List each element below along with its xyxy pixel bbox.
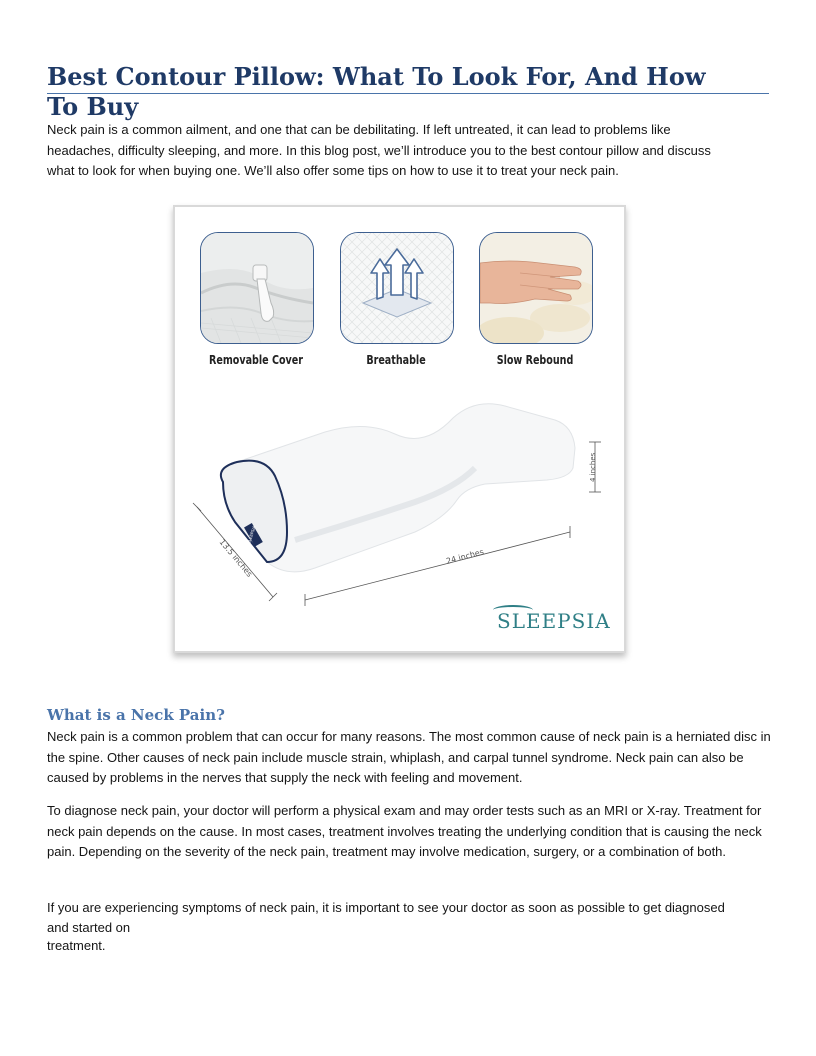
section-paragraph-3-line-3: treatment. bbox=[47, 938, 106, 953]
brand-logo bbox=[497, 609, 611, 633]
airflow-arrows-icon bbox=[341, 233, 453, 343]
feature-label-removable-cover: Removable Cover bbox=[208, 352, 304, 367]
zipper-icon bbox=[201, 233, 313, 343]
section-paragraph-3-line-1: If you are experiencing symptoms of neck pain, it is important to see your doctor as soon as possible to get diagnosed bbox=[47, 900, 725, 915]
slow-rebound-tile bbox=[479, 232, 593, 344]
section-paragraph-1: Neck pain is a common problem that can occur for many reasons. The most common cause of neck pain is a herniated disc in the spine. Other causes of neck pain include muscle strain, whiplash, and carpal tunnel syndrome. Neck pain can also be caused by problems in the nerves that supply the neck with feeling and movement. bbox=[47, 729, 771, 785]
hand-press-icon bbox=[480, 233, 592, 343]
feature-label-breathable: Breathable bbox=[366, 352, 426, 367]
section-paragraph-3-line-2: and started on bbox=[47, 920, 131, 935]
pillow-tag-label: SLEEPSIA bbox=[246, 524, 257, 545]
page-title: Best Contour Pillow: What To Look For, And How To Buy bbox=[47, 62, 706, 121]
section-heading: What is a Neck Pain? bbox=[47, 706, 225, 724]
feature-label-slow-rebound: Slow Rebound bbox=[496, 352, 574, 367]
dimension-length-label: 24 inches bbox=[445, 547, 485, 566]
product-image bbox=[173, 205, 626, 653]
section-paragraph-2: To diagnose neck pain, your doctor will perform a physical exam and may order tests such as an MRI or X-ray. Treatment for neck pain depends on the cause. In most cases, treatment involves treating the underlying condition that is causing the neck pain. Depending on the severity of the neck pain, treatment may involve medication, surgery, or a combination of both. bbox=[47, 803, 762, 859]
dimension-height-label: 4 inches bbox=[589, 452, 597, 482]
intro-paragraph: Neck pain is a common ailment, and one that can be debilitating. If left untreated, it can lead to problems like headaches, difficulty sleeping, and more. In this blog post, we’ll introduce you to the best contour pillow and discuss what to look for when buying one. We’ll also offer some tips on how to use it to treat your neck pain. bbox=[47, 122, 711, 178]
title-divider bbox=[47, 93, 769, 94]
removable-cover-tile bbox=[200, 232, 314, 344]
brand-logo-text: SLEEPSIA bbox=[497, 609, 611, 633]
breathable-tile bbox=[340, 232, 454, 344]
dimension-width-label: 13.5 inches bbox=[217, 537, 255, 579]
brand-logo-swoosh bbox=[493, 605, 533, 615]
